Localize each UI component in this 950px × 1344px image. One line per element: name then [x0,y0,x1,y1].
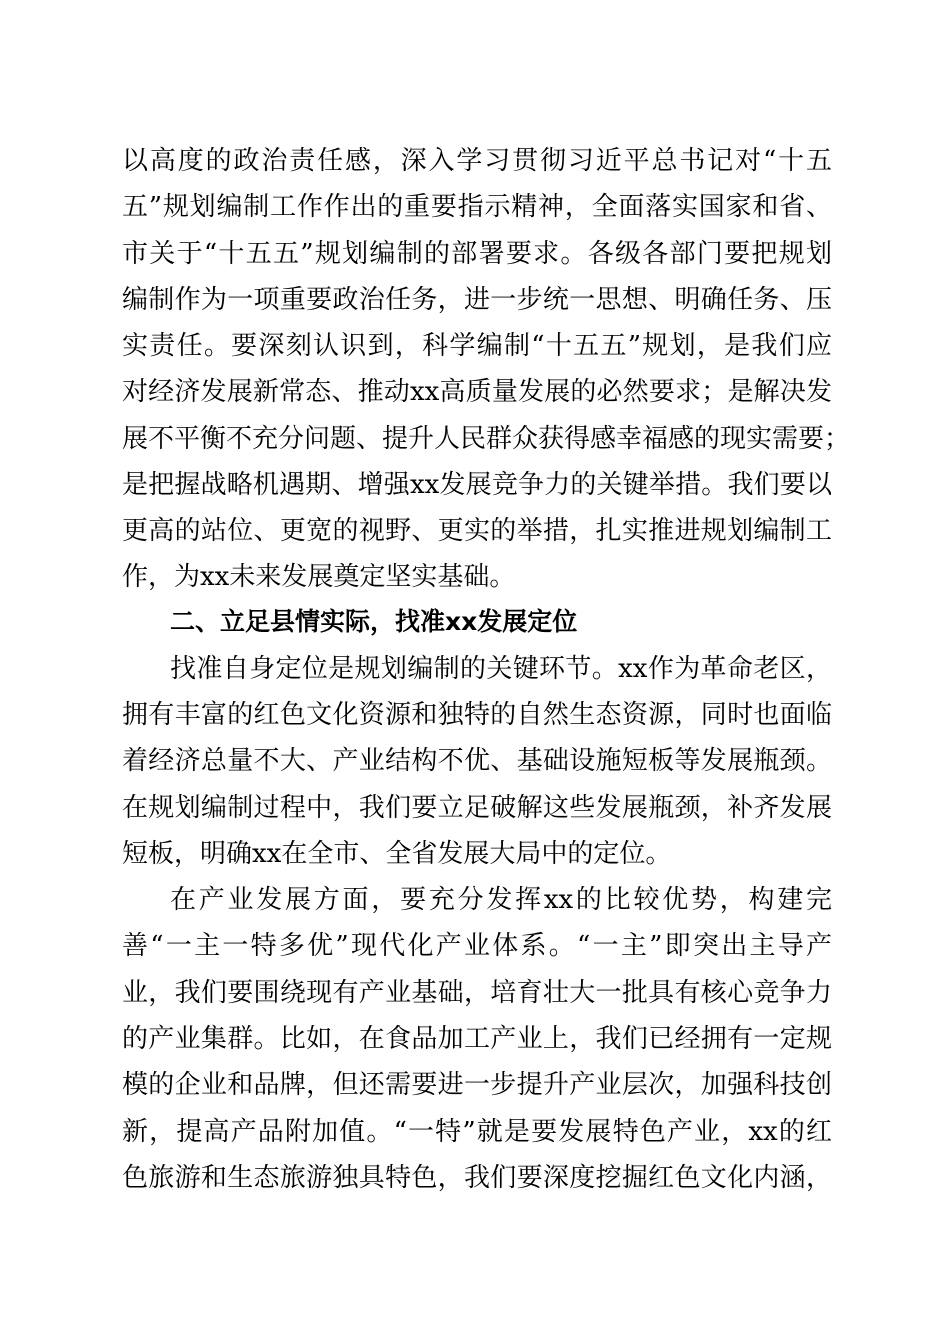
text-line: 着经济总量不大、产业结构不优、基础设施短板等发展瓶颈。 [122,746,832,776]
section-heading: 二、立足县情实际，找准xx发展定位 [170,607,578,636]
text-line: 展不平衡不充分问题、提升人民群众获得感幸福感的现实需要； [122,424,851,454]
text-line: 五”规划编制工作作出的重要指示精神，全面落实国家和省、 [122,192,832,222]
text-line: 的产业集群。比如，在食品加工产业上，我们已经拥有一定规 [122,1024,832,1054]
text-line: 市关于“十五五”规划编制的部署要求。各级各部门要把规划 [122,239,832,269]
text-line: 善“一主一特多优”现代化产业体系。“一主”即突出主导产 [122,931,832,961]
text-line: 作，为xx未来发展奠定坚实基础。 [122,562,516,592]
text-line: 短板，明确xx在全市、全省发展大局中的定位。 [122,839,672,869]
text-line: 模的企业和品牌，但还需要进一步提升产业层次，加强科技创 [122,1070,832,1100]
text-line: 色旅游和生态旅游独具特色，我们要深度挖掘红色文化内涵， [122,1163,832,1193]
text-line: 在产业发展方面，要充分发挥xx的比较优势，构建完 [170,885,832,915]
text-line: 是把握战略机遇期、增强xx发展竞争力的关键举措。我们要以 [122,470,832,500]
text-line: 对经济发展新常态、推动xx高质量发展的必然要求；是解决发 [122,377,832,407]
text-line: 以高度的政治责任感，深入学习贯彻习近平总书记对“十五 [122,146,832,176]
text-line: 在规划编制过程中，我们要立足破解这些发展瓶颈，补齐发展 [122,793,832,823]
text-line: 编制作为一项重要政治任务，进一步统一思想、明确任务、压 [122,285,832,315]
text-line: 业，我们要围绕现有产业基础，培育壮大一批具有核心竞争力 [122,978,832,1008]
text-line: 新，提高产品附加值。“一特”就是要发展特色产业，xx的红 [122,1117,832,1147]
text-line: 拥有丰富的红色文化资源和独特的自然生态资源，同时也面临 [122,700,832,730]
text-line: 找准自身定位是规划编制的关键环节。xx作为革命老区， [170,654,832,684]
text-line: 实责任。要深刻认识到，科学编制“十五五”规划，是我们应 [122,331,832,361]
text-line: 更高的站位、更宽的视野、更实的举措，扎实推进规划编制工 [122,516,832,546]
